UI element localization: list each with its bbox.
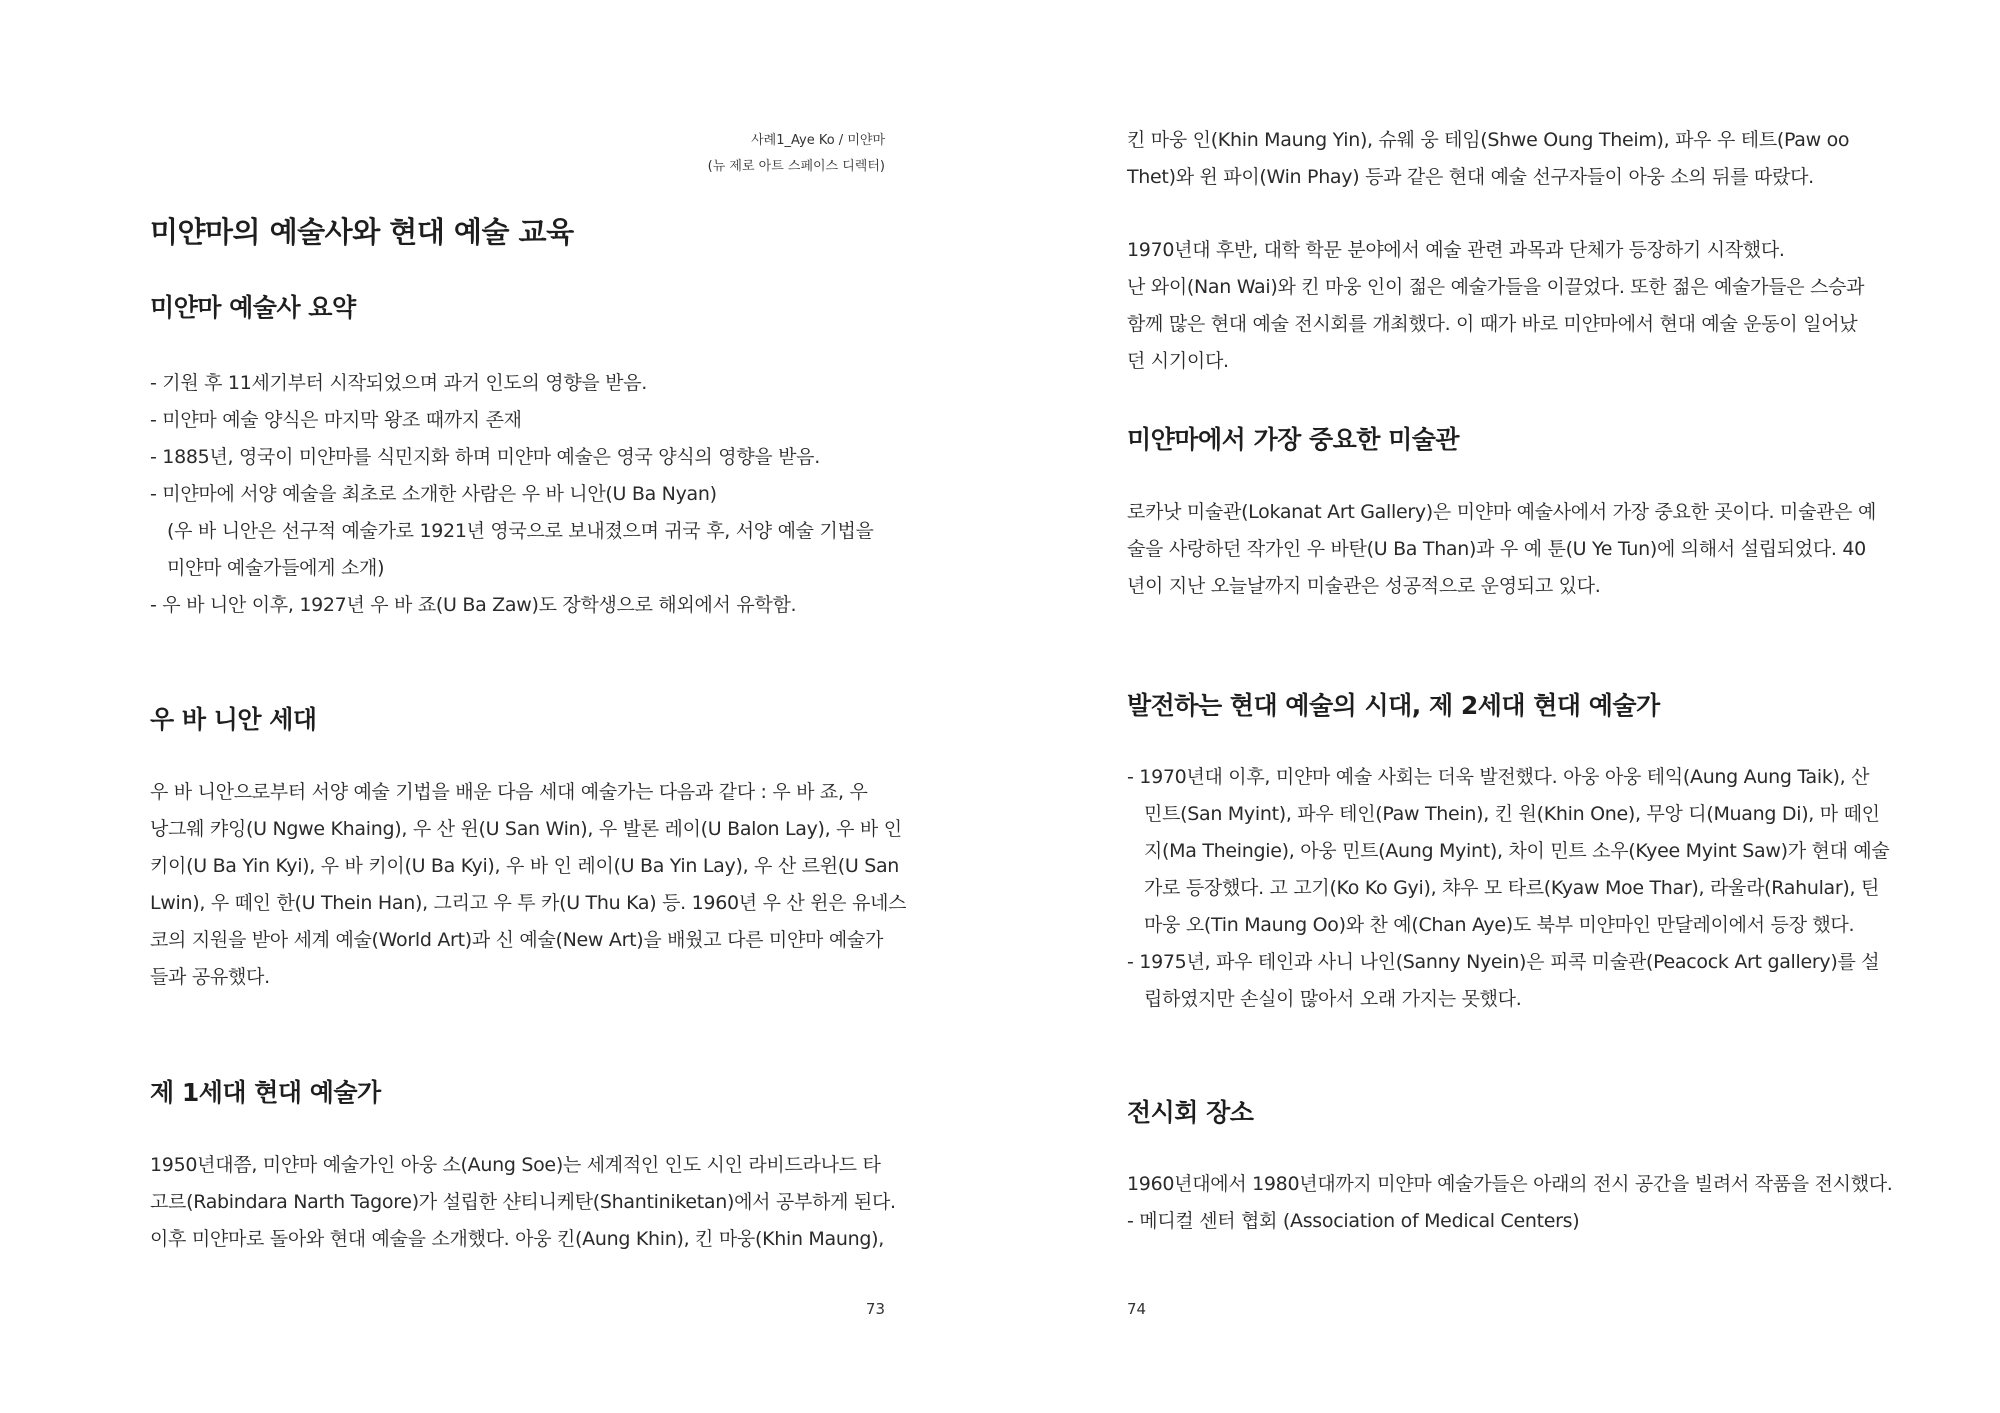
text-line: 술을 사랑하던 작가인 우 바탄(U Ba Than)과 우 예 툰(U Ye Tun)에 의해서 설립되었다. 40 (1127, 538, 1866, 560)
page-title: 미얀마의 예술사와 현대 예술 교육 (150, 215, 574, 249)
text-line: 1970년대 후반, 대학 학문 분야에서 예술 관련 과목과 단체가 등장하기 시작했다. (1127, 239, 1785, 261)
text-line: 미얀마 예술가들에게 소개) (167, 557, 385, 579)
right-page (1127, 0, 1893, 1413)
first-generation-paragraph (150, 1147, 896, 1258)
continuation-paragraph (1127, 122, 1862, 196)
text-line: 립하였지만 손실이 많아서 오래 가지는 못했다. (1144, 988, 1522, 1010)
text-line: Lwin), 우 떼인 한(U Thein Han), 그리고 우 투 카(U Thu Ka) 등. 1960년 우 산 윈은 유네스 (150, 892, 907, 914)
text-line: 년이 지난 오늘날까지 미술관은 성공적으로 운영되고 있다. (1127, 575, 1601, 597)
left-page (150, 0, 907, 1413)
section-heading-second-generation: 발전하는 현대 예술의 시대, 제 2세대 현대 예술가 (1127, 691, 1660, 720)
seventies-paragraph (1127, 232, 1865, 380)
text-line: - 1885년, 영국이 미얀마를 식민지화 하며 미얀마 예술은 영국 양식의 영향을 받음. (150, 446, 820, 468)
text-line: 우 바 니안으로부터 서양 예술 기법을 배운 다음 세대 예술가는 다음과 같다 : 우 바 죠, 우 (150, 781, 868, 803)
page-number: 73 (865, 1300, 885, 1318)
text-line: 난 와이(Nan Wai)와 킨 마웅 인이 젊은 예술가들을 이끌었다. 또한 젊은 예술가들은 스승과 (1127, 276, 1865, 298)
section-heading-venues: 전시회 장소 (1127, 1098, 1254, 1127)
text-line: 마웅 오(Tin Maung Oo)와 찬 예(Chan Aye)도 북부 미얀마인 만달레이에서 등장 했다. (1144, 914, 1855, 936)
text-line: - 미얀마에 서양 예술을 최초로 소개한 사람은 우 바 니안(U Ba Nyan) (150, 483, 717, 505)
page-number: 74 (1127, 1300, 1147, 1318)
text-line: (우 바 니안은 선구적 예술가로 1921년 영국으로 보내졌으며 귀국 후, 서양 예술 기법을 (167, 520, 874, 542)
text-line: 1950년대쯤, 미얀마 예술가인 아웅 소(Aung Soe)는 세계적인 인도 시인 라비드라나드 타 (150, 1154, 881, 1176)
text-line: - 기원 후 11세기부터 시작되었으며 과거 인도의 영향을 받음. (150, 372, 648, 394)
text-line: 민트(San Myint), 파우 테인(Paw Thein), 킨 원(Khin One), 무앙 디(Muang Di), 마 떼인 (1144, 803, 1880, 825)
summary-paragraph (150, 365, 885, 624)
text-line: 고르(Rabindara Narth Tagore)가 설립한 샨티니케탄(Shantiniketan)에서 공부하게 된다. (150, 1191, 896, 1213)
text-line: 지(Ma Theingie), 아웅 민트(Aung Myint), 차이 민트 소우(Kyee Myint Saw)가 현대 예술 (1144, 840, 1890, 862)
gallery-paragraph (1127, 494, 1877, 605)
text-line: 코의 지원을 받아 세계 예술(World Art)과 신 예술(New Art)을 배웠고 다른 미얀마 예술가 (150, 929, 883, 951)
generation-paragraph (150, 774, 907, 996)
header-case-label: 사례1_Aye Ko / 미얀마 (751, 133, 885, 148)
venues-paragraph (1127, 1166, 1893, 1240)
text-line: 가로 등장했다. 고 고기(Ko Ko Gyi), 챠우 모 타르(Kyaw Moe Thar), 라울라(Rahular), 틴 (1144, 877, 1880, 899)
text-line: 로카낫 미술관(Lokanat Art Gallery)은 미얀마 예술사에서 가장 중요한 곳이다. 미술관은 예 (1127, 501, 1877, 523)
section-heading-generation: 우 바 니안 세대 (150, 705, 317, 734)
page-header (708, 128, 885, 180)
text-line: 킨 마웅 인(Khin Maung Yin), 슈웨 웅 테임(Shwe Oung Theim), 파우 우 테트(Paw oo (1127, 129, 1850, 151)
text-line: 함께 많은 현대 예술 전시회를 개최했다. 이 때가 바로 미얀마에서 현대 예술 운동이 일어났 (1127, 313, 1858, 335)
text-line: - 메디컬 센터 협회 (Association of Medical Centers) (1127, 1210, 1580, 1232)
text-line: 이후 미얀마로 돌아와 현대 예술을 소개했다. 아웅 킨(Aung Khin), 킨 마웅(Khin Maung), (150, 1228, 884, 1250)
section-heading-first-generation: 제 1세대 현대 예술가 (150, 1078, 381, 1107)
section-heading-gallery: 미얀마에서 가장 중요한 미술관 (1127, 425, 1460, 454)
header-role-label: (뉴 제로 아트 스페이스 디렉터) (707, 159, 885, 174)
text-line: 키이(U Ba Yin Kyi), 우 바 키이(U Ba Kyi), 우 바 인 레이(U Ba Yin Lay), 우 산 르윈(U San (150, 855, 900, 877)
text-line: Thet)와 윈 파이(Win Phay) 등과 같은 현대 예술 선구자들이 아웅 소의 뒤를 따랐다. (1127, 166, 1814, 188)
text-line: 들과 공유했다. (150, 966, 270, 988)
second-generation-paragraph (1127, 759, 1890, 1018)
text-line: 낭그웨 캬잉(U Ngwe Khaing), 우 산 윈(U San Win), 우 발론 레이(U Balon Lay), 우 바 인 (150, 818, 902, 840)
text-line: - 1970년대 이후, 미얀마 예술 사회는 더욱 발전했다. 아웅 아웅 테익(Aung Aung Taik), 산 (1127, 766, 1870, 788)
text-line: 던 시기이다. (1127, 350, 1229, 372)
text-line: 1960년대에서 1980년대까지 미얀마 예술가들은 아래의 전시 공간을 빌려서 작품을 전시했다. (1127, 1173, 1893, 1195)
text-line: - 미얀마 예술 양식은 마지막 왕조 때까지 존재 (150, 409, 522, 431)
text-line: - 1975년, 파우 테인과 사니 나인(Sanny Nyein)은 피콕 미술관(Peacock Art gallery)를 설 (1127, 951, 1880, 973)
section-heading-summary: 미얀마 예술사 요약 (150, 293, 356, 322)
text-line: - 우 바 니안 이후, 1927년 우 바 죠(U Ba Zaw)도 장학생으로 해외에서 유학함. (150, 594, 797, 616)
